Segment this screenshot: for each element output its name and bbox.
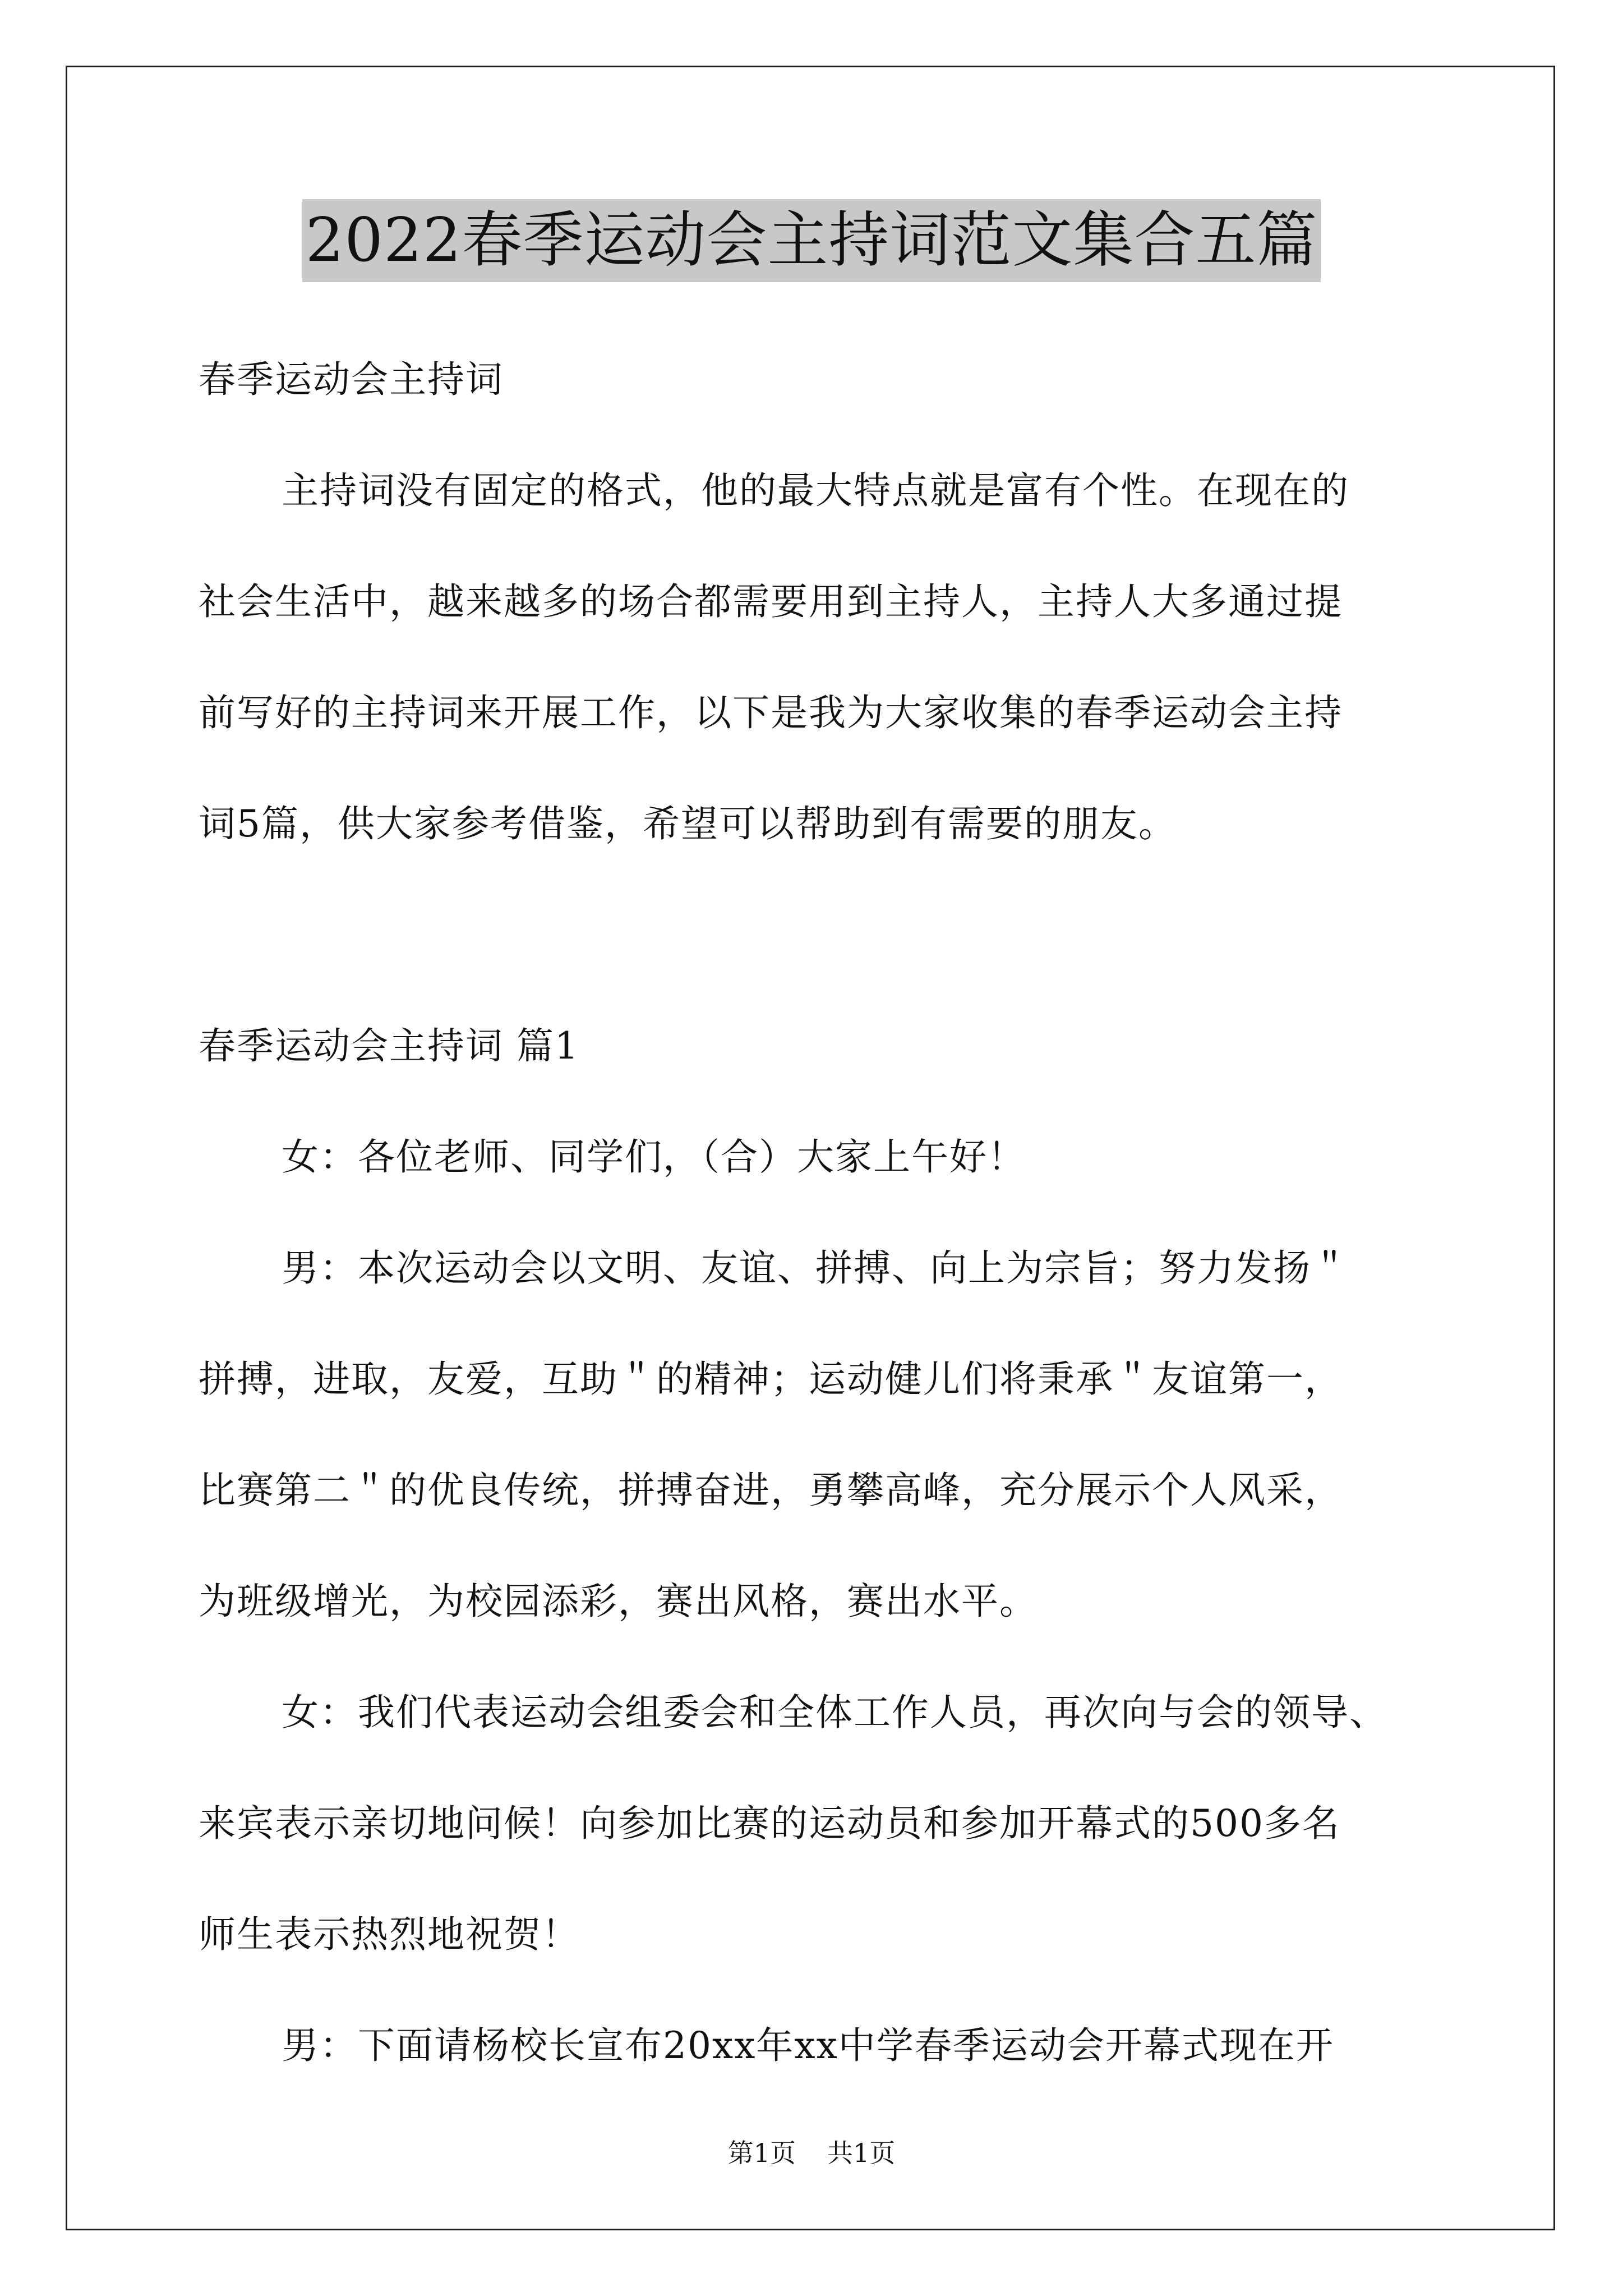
paragraph-line: 女：我们代表运动会组委会和全体工作人员，再次向与会的领导、	[282, 1691, 1387, 1734]
document-title	[0, 199, 1623, 282]
paragraph-gap	[199, 900, 1432, 1011]
paragraph-line: 比赛第二＂的优良传统，拼搏奋进，勇攀高峰，充分展示个人风采，	[199, 1469, 1343, 1512]
paragraph-line: 主持词没有固定的格式，他的最大特点就是富有个性。在现在的	[282, 469, 1349, 512]
paragraph-line: 词5篇，供大家参考借鉴，希望可以帮助到有需要的朋友。	[199, 802, 1177, 845]
paragraph-line: 女：各位老师、同学们，（合）大家上午好！	[282, 1135, 1026, 1179]
paragraph-line: 来宾表示亲切地问候！向参加比赛的运动员和参加开幕式的500多名	[199, 1802, 1340, 1845]
document-title-text: 2022春季运动会主持词范文集合五篇	[302, 199, 1321, 282]
paragraph-line: 男：下面请杨校长宣布20xx年xx中学春季运动会开幕式现在开	[282, 2024, 1334, 2067]
section-heading-intro: 春季运动会主持词	[199, 358, 504, 401]
paragraph-line: 拼搏，进取，友爱，互助＂的精神；运动健儿们将秉承＂友谊第一，	[199, 1358, 1343, 1401]
paragraph-line: 师生表示热烈地祝贺！	[199, 1913, 580, 1956]
page-number-current: 第1页	[727, 2138, 796, 2168]
paragraph-line: 为班级增光，为校园添彩，赛出风格，赛出水平。	[199, 1580, 1038, 1623]
document-body	[199, 345, 1432, 2122]
section-heading-part-1: 春季运动会主持词 篇1	[199, 1024, 579, 1068]
paragraph-line: 男：本次运动会以文明、友谊、拼搏、向上为宗旨；努力发扬＂	[282, 1246, 1349, 1290]
page-number-total: 共1页	[827, 2138, 896, 2168]
paragraph-line: 前写好的主持词来开展工作，以下是我为大家收集的春季运动会主持	[199, 691, 1343, 734]
paragraph-line: 社会生活中，越来越多的场合都需要用到主持人，主持人大多通过提	[199, 580, 1343, 623]
page-footer	[0, 2136, 1623, 2170]
